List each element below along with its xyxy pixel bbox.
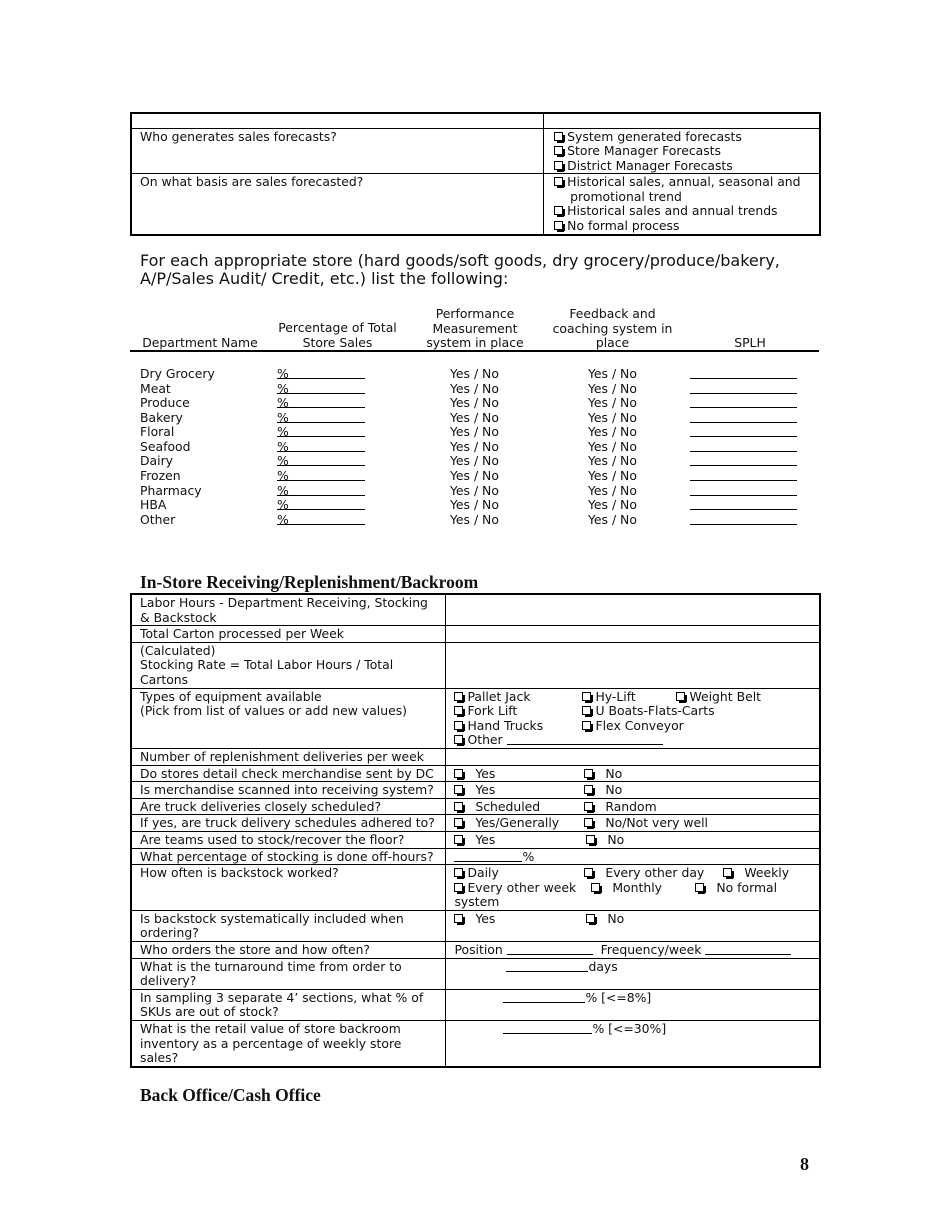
checkbox-icon[interactable]	[454, 818, 463, 827]
performance-yes-no[interactable]: Yes / No	[450, 453, 499, 468]
department-name: Bakery	[140, 410, 183, 425]
table-row	[131, 815, 820, 832]
feedback-yes-no[interactable]: Yes / No	[588, 410, 637, 425]
checkbox-icon[interactable]	[554, 132, 563, 141]
checkbox-option[interactable]: Fork Lift	[454, 704, 517, 719]
receiving-heading: In-Store Receiving/Replenishment/Backroom	[140, 572, 479, 592]
checkbox-icon[interactable]	[454, 721, 463, 730]
table-row: Meat % Yes / No Yes / No	[0, 382, 950, 397]
department-name: Pharmacy	[140, 483, 202, 498]
checkbox-icon[interactable]	[454, 868, 463, 877]
checkbox-option[interactable]: Yes	[454, 911, 495, 926]
feedback-yes-no[interactable]: Yes / No	[588, 381, 637, 396]
checkbox-option[interactable]: Other	[454, 733, 811, 748]
checkbox-icon[interactable]	[584, 802, 593, 811]
table-row	[131, 958, 820, 989]
table-row	[131, 748, 820, 765]
table-row: Bakery % Yes / No Yes / No	[0, 411, 950, 426]
department-name: Dairy	[140, 453, 174, 468]
table-row	[131, 113, 820, 128]
checkbox-option[interactable]: Store Manager Forecasts	[554, 144, 811, 159]
header-splh: SPLH	[734, 335, 766, 350]
department-name: HBA	[140, 497, 167, 512]
department-name: Meat	[140, 381, 171, 396]
table-row	[131, 782, 820, 799]
table-row: HBA % Yes / No Yes / No	[0, 498, 950, 513]
feedback-yes-no[interactable]: Yes / No	[588, 497, 637, 512]
table-row	[131, 128, 820, 174]
checkbox-icon[interactable]	[723, 868, 732, 877]
backstock-options	[446, 865, 820, 911]
question-backstock-ordering: Is backstock systematically included when ordering?	[131, 910, 446, 941]
checkbox-option[interactable]: Yes	[454, 832, 495, 847]
checkbox-option[interactable]: Hy-Lift	[582, 690, 635, 705]
checkbox-option[interactable]: Hand Trucks	[454, 719, 543, 734]
table-row	[131, 642, 820, 688]
table-row	[131, 688, 820, 748]
question-labor-hours: Labor Hours - Department Receiving, Stocking & Backstock	[131, 594, 446, 626]
question-who-orders: Who orders the store and how often?	[131, 942, 446, 959]
checkbox-option[interactable]: U Boats-Flats-Carts	[582, 704, 714, 719]
feedback-yes-no[interactable]: Yes / No	[588, 395, 637, 410]
answer-options	[446, 782, 820, 799]
checkbox-icon[interactable]	[454, 735, 463, 744]
checkbox-option[interactable]: Yes	[454, 782, 495, 797]
forecast-empty-answer	[544, 113, 820, 128]
checkbox-option[interactable]: No	[584, 767, 622, 782]
checkbox-option[interactable]: No/Not very well	[584, 816, 708, 831]
checkbox-icon[interactable]	[676, 692, 685, 701]
department-name: Other	[140, 512, 176, 527]
checkbox-option[interactable]: Weekly	[723, 866, 789, 881]
table-row: Other % Yes / No Yes / No	[0, 513, 950, 528]
table-row	[131, 848, 820, 865]
performance-yes-no[interactable]: Yes / No	[450, 497, 499, 512]
feedback-yes-no[interactable]: Yes / No	[588, 453, 637, 468]
feedback-yes-no[interactable]: Yes / No	[588, 366, 637, 381]
performance-yes-no[interactable]: Yes / No	[450, 468, 499, 483]
checkbox-icon[interactable]	[454, 802, 463, 811]
checkbox-icon[interactable]	[454, 785, 463, 794]
checkbox-icon[interactable]	[554, 146, 563, 155]
performance-yes-no[interactable]: Yes / No	[450, 366, 499, 381]
answer-options	[446, 910, 820, 941]
checkbox-icon[interactable]	[454, 883, 463, 892]
checkbox-option[interactable]: System generated forecasts	[554, 130, 811, 145]
table-row: Frozen % Yes / No Yes / No	[0, 469, 950, 484]
forecast-options	[544, 174, 820, 235]
forecast-table	[130, 112, 821, 236]
forecast-empty-question	[131, 113, 544, 128]
checkbox-icon[interactable]	[584, 769, 593, 778]
intro-text: For each appropriate store (hard goods/soft goods, dry grocery/produce/bakery, A/P/Sales Audit/ Credit, etc.) list the following:	[140, 251, 780, 288]
department-name: Produce	[140, 395, 190, 410]
header-performance: Performance Measurement system in place	[426, 306, 524, 350]
question-retail-value: What is the retail value of store backroom inventory as a percentage of weekly store sales?	[131, 1021, 446, 1067]
checkbox-icon[interactable]	[554, 161, 563, 170]
table-row	[131, 831, 820, 848]
feedback-yes-no[interactable]: Yes / No	[588, 439, 637, 454]
table-row: Floral % Yes / No Yes / No	[0, 425, 950, 440]
checkbox-option[interactable]: Every other week	[454, 881, 576, 896]
checkbox-icon[interactable]	[554, 221, 563, 230]
checkbox-option[interactable]: Every other day	[584, 866, 704, 881]
page-number: 8	[800, 1154, 809, 1174]
forecast-question: On what basis are sales forecasted?	[131, 174, 544, 235]
answer-field[interactable]	[446, 642, 820, 688]
answer-options	[446, 831, 820, 848]
checkbox-icon[interactable]	[454, 914, 463, 923]
question-deliveries: Number of replenishment deliveries per week	[131, 748, 446, 765]
checkbox-icon[interactable]	[554, 177, 563, 186]
table-row	[131, 910, 820, 941]
table-row: Seafood % Yes / No Yes / No	[0, 440, 950, 455]
answer-options	[446, 815, 820, 832]
performance-yes-no[interactable]: Yes / No	[450, 381, 499, 396]
checkbox-option[interactable]: Daily	[454, 866, 498, 881]
table-row	[131, 1021, 820, 1067]
checkbox-option[interactable]: Monthly	[591, 881, 662, 896]
performance-yes-no[interactable]: Yes / No	[450, 512, 499, 527]
table-row	[131, 865, 820, 911]
question-schedule-adhered: If yes, are truck delivery schedules adhered to?	[131, 815, 446, 832]
checkbox-option[interactable]: Pallet Jack	[454, 690, 530, 705]
header-percentage: Percentage of Total Store Sales	[278, 320, 397, 350]
checkbox-option[interactable]: No formal process	[554, 219, 811, 234]
feedback-yes-no[interactable]: Yes / No	[588, 483, 637, 498]
checkbox-option[interactable]: Yes	[454, 766, 495, 781]
question-equipment: Types of equipment available (Pick from list of values or add new values)	[131, 688, 446, 748]
question-backstock-worked: How often is backstock worked?	[131, 865, 446, 911]
checkbox-icon[interactable]	[584, 785, 593, 794]
checkbox-icon[interactable]	[582, 692, 591, 701]
forecast-options	[544, 128, 820, 174]
off-hours-field[interactable]: %	[446, 848, 820, 865]
table-row	[131, 942, 820, 959]
checkbox-icon[interactable]	[582, 721, 591, 730]
department-name: Dry Grocery	[140, 366, 215, 381]
equipment-options	[446, 688, 820, 748]
table-row	[131, 594, 820, 626]
checkbox-icon[interactable]	[584, 868, 593, 877]
table-row	[131, 798, 820, 815]
table-row: Produce % Yes / No Yes / No	[0, 396, 950, 411]
answer-field[interactable]	[446, 748, 820, 765]
checkbox-option[interactable]: No	[586, 833, 624, 848]
performance-yes-no[interactable]: Yes / No	[450, 395, 499, 410]
checkbox-option[interactable]: Random	[584, 800, 656, 815]
department-name: Frozen	[140, 468, 181, 483]
checkbox-icon[interactable]	[454, 835, 463, 844]
checkbox-option[interactable]: No formal	[695, 881, 777, 896]
checkbox-icon[interactable]	[586, 914, 595, 923]
checkbox-option[interactable]: No	[586, 912, 624, 927]
checkbox-icon[interactable]	[554, 206, 563, 215]
question-turnaround: What is the turnaround time from order to delivery?	[131, 958, 446, 989]
checkbox-icon[interactable]	[454, 692, 463, 701]
header-divider	[130, 350, 819, 352]
back-office-heading: Back Office/Cash Office	[140, 1085, 321, 1105]
option-continuation: system	[454, 894, 500, 910]
table-row: Pharmacy % Yes / No Yes / No	[0, 484, 950, 499]
checkbox-option[interactable]: Yes/Generally	[454, 815, 559, 830]
answer-field[interactable]	[446, 626, 820, 643]
header-department: Department Name	[142, 335, 258, 350]
answer-field[interactable]	[446, 594, 820, 626]
checkbox-option[interactable]: Historical sales, annual, seasonal and	[554, 175, 811, 190]
checkbox-option[interactable]: Scheduled	[454, 799, 540, 814]
checkbox-icon[interactable]	[584, 818, 593, 827]
question-truck-scheduled: Are truck deliveries closely scheduled?	[131, 798, 446, 815]
who-orders-fields[interactable]: Position Frequency/week	[446, 942, 820, 959]
question-sampling: In sampling 3 separate 4’ sections, what % of SKUs are out of stock?	[131, 989, 446, 1020]
checkbox-icon[interactable]	[695, 883, 704, 892]
question-off-hours: What percentage of stocking is done off-hours?	[131, 848, 446, 865]
table-row	[131, 989, 820, 1020]
question-total-carton: Total Carton processed per Week	[131, 626, 446, 643]
answer-options	[446, 798, 820, 815]
table-row: Dry Grocery % Yes / No Yes / No	[0, 367, 950, 382]
question-scanned: Is merchandise scanned into receiving system?	[131, 782, 446, 799]
table-row	[131, 765, 820, 782]
checkbox-icon[interactable]	[582, 706, 591, 715]
checkbox-option[interactable]: District Manager Forecasts	[554, 159, 811, 174]
performance-yes-no[interactable]: Yes / No	[450, 410, 499, 425]
checkbox-option[interactable]: Historical sales and annual trends	[554, 204, 811, 219]
sampling-field[interactable]: % [<=8%]	[446, 989, 820, 1020]
turnaround-field[interactable]: days	[446, 958, 820, 989]
table-row: Dairy % Yes / No Yes / No	[0, 454, 950, 469]
checkbox-option[interactable]: Weight Belt	[676, 690, 761, 705]
table-row	[131, 174, 820, 235]
checkbox-icon[interactable]	[454, 706, 463, 715]
checkbox-icon[interactable]	[586, 835, 595, 844]
question-detail-check: Do stores detail check merchandise sent by DC	[131, 765, 446, 782]
option-continuation: promotional trend	[570, 188, 682, 204]
question-teams: Are teams used to stock/recover the floor?	[131, 831, 446, 848]
checkbox-option[interactable]: No	[584, 783, 622, 798]
department-name: Seafood	[140, 439, 191, 454]
performance-yes-no[interactable]: Yes / No	[450, 483, 499, 498]
question-stocking-rate: (Calculated) Stocking Rate = Total Labor Hours / Total Cartons	[131, 642, 446, 688]
forecast-question: Who generates sales forecasts?	[131, 128, 544, 174]
answer-options	[446, 765, 820, 782]
receiving-table	[130, 593, 821, 1068]
feedback-yes-no[interactable]: Yes / No	[588, 424, 637, 439]
table-row	[131, 626, 820, 643]
checkbox-icon[interactable]	[591, 883, 600, 892]
retail-value-field[interactable]: % [<=30%]	[446, 1021, 820, 1067]
performance-yes-no[interactable]: Yes / No	[450, 424, 499, 439]
header-feedback: Feedback and coaching system in place	[552, 306, 673, 350]
checkbox-option[interactable]: Flex Conveyor	[582, 719, 683, 734]
checkbox-icon[interactable]	[454, 769, 463, 778]
performance-yes-no[interactable]: Yes / No	[450, 439, 499, 454]
feedback-yes-no[interactable]: Yes / No	[588, 512, 637, 527]
feedback-yes-no[interactable]: Yes / No	[588, 468, 637, 483]
department-name: Floral	[140, 424, 175, 439]
